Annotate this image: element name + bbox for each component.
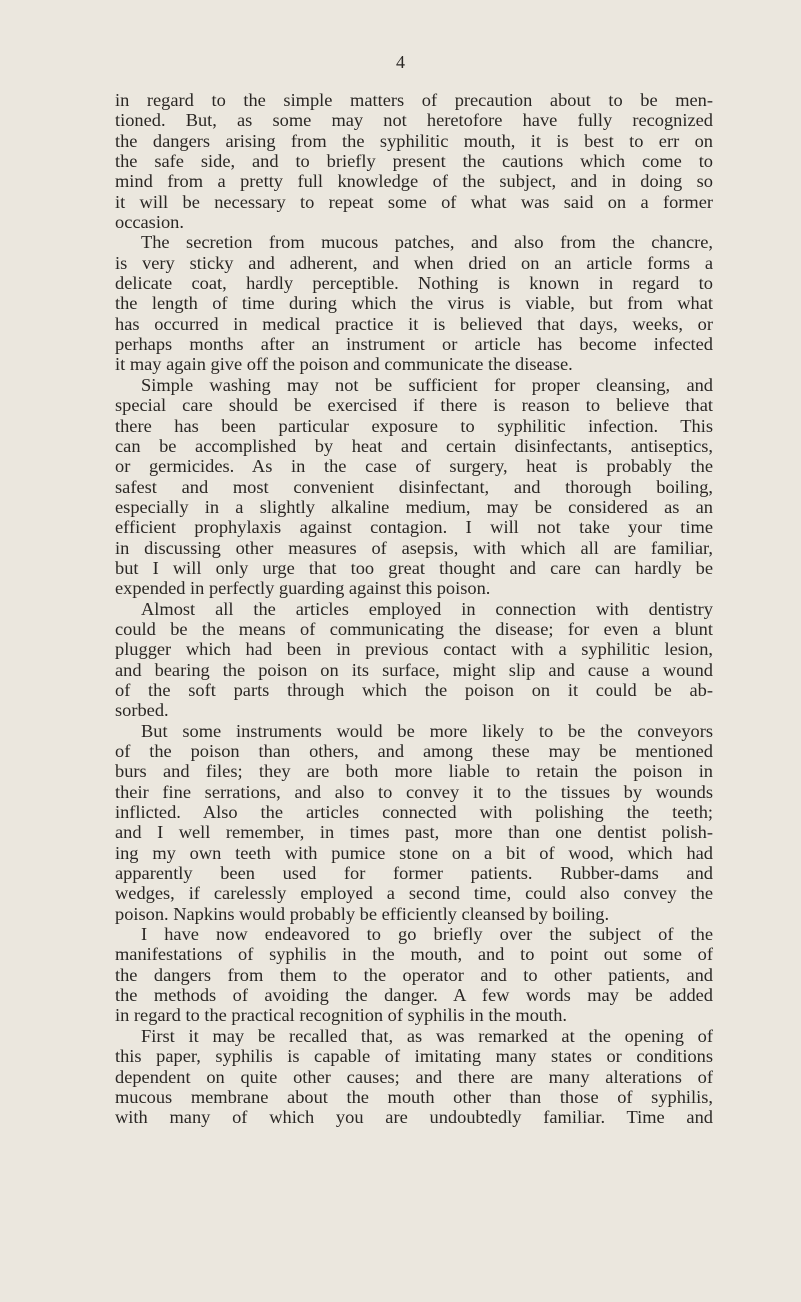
text-line: efficient prophylaxis against contagion. I will not take your time (115, 517, 713, 538)
text-line: could be the means of communicating the disease; for even a blunt (115, 618, 713, 639)
text-line: the methods of avoiding the danger. A few words may be added (115, 985, 713, 1006)
text-line: inflicted. Also the articles connected with polishing the teeth; (115, 802, 713, 823)
text-line: it may again give off the poison and communicate the disease. (115, 354, 573, 375)
text-line: Almost all the articles employed in connection with dentistry (141, 598, 713, 619)
text-line: this paper, syphilis is capable of imitating many states or conditions (115, 1046, 713, 1067)
text-line: First it may be recalled that, as was remarked at the opening of (141, 1025, 713, 1046)
text-line: perhaps months after an instrument or article has become infected (115, 334, 713, 355)
text-line: especially in a slightly alkaline medium, may be considered as an (115, 496, 713, 517)
text-line: with many of which you are undoubtedly familiar. Time and (115, 1107, 713, 1128)
text-line: or germicides. As in the case of surgery, heat is probably the (115, 456, 713, 477)
text-line: the length of time during which the virus is viable, but from what (115, 293, 713, 314)
text-line: in regard to the simple matters of precaution about to be men- (115, 90, 713, 110)
text-line: mucous membrane about the mouth other than those of syphilis, (115, 1086, 713, 1107)
text-line: poison. Napkins would probably be efficiently cleansed by boiling. (115, 903, 610, 924)
text-line: their fine serrations, and also to convey it to the tissues by wounds (115, 781, 713, 802)
text-line: tioned. But, as some may not heretofore have fully recognized (115, 110, 713, 131)
text-line: expended in perfectly guarding against this poison. (115, 578, 491, 599)
text-line: in discussing other measures of asepsis, with which all are familiar, (115, 537, 713, 558)
text-line: special care should be exercised if there is reason to believe that (115, 395, 713, 416)
text-line: plugger which had been in previous contact with a syphilitic lesion, (115, 639, 713, 660)
text-line: it will be necessary to repeat some of what was said on a former (115, 191, 713, 212)
page-number: 4 (396, 52, 405, 72)
text-line: is very sticky and adherent, and when dried on an article forms a (115, 252, 713, 273)
text-line: the safe side, and to briefly present the cautions which come to (115, 151, 713, 172)
text-line: occasion. (115, 212, 184, 233)
text-line: and I well remember, in times past, more than one dentist polish- (115, 822, 713, 843)
text-line: safest and most convenient disinfectant, and thorough boiling, (115, 476, 713, 497)
text-line: manifestations of syphilis in the mouth, and to point out some of (115, 944, 713, 965)
text-line: burs and files; they are both more liable to retain the poison in (115, 761, 713, 782)
text-line: apparently been used for former patients. Rubber-dams and (115, 863, 713, 884)
text-line: delicate coat, hardly perceptible. Nothing is known in regard to (115, 273, 713, 294)
text-line: can be accomplished by heat and certain disinfectants, antiseptics, (115, 435, 713, 456)
text-line: ing my own teeth with pumice stone on a bit of wood, which had (115, 842, 713, 863)
text-line: the dangers arising from the syphilitic mouth, it is best to err on (115, 130, 713, 151)
text-line: sorbed. (115, 700, 169, 721)
text-line: But some instruments would be more likely to be the conveyors (141, 720, 713, 741)
text-line: in regard to the practical recognition of syphilis in the mouth. (115, 1005, 567, 1026)
text-line: there has been particular exposure to syphilitic infection. This (115, 415, 713, 436)
text-line: I have now endeavored to go briefly over the subject of the (141, 924, 713, 945)
text-line: The secretion from mucous patches, and also from the chancre, (141, 232, 713, 253)
text-line: but I will only urge that too great thought and care can hardly be (115, 557, 713, 578)
text-line: of the soft parts through which the poison on it could be ab- (115, 679, 713, 700)
text-line: Simple washing may not be sufficient for proper cleansing, and (141, 374, 713, 395)
text-line: dependent on quite other causes; and there are many alterations of (115, 1066, 713, 1087)
text-line: has occurred in medical practice it is believed that days, weeks, or (115, 313, 713, 334)
text-line: wedges, if carelessly employed a second time, could also convey the (115, 883, 713, 904)
text-line: of the poison than others, and among these may be mentioned (115, 741, 713, 761)
text-line: the dangers from them to the operator and to other patients, and (115, 964, 713, 985)
text-line: and bearing the poison on its surface, might slip and cause a wound (115, 659, 713, 680)
body-text (115, 90, 713, 1128)
text-line: mind from a pretty full knowledge of the subject, and in doing so (115, 171, 713, 192)
